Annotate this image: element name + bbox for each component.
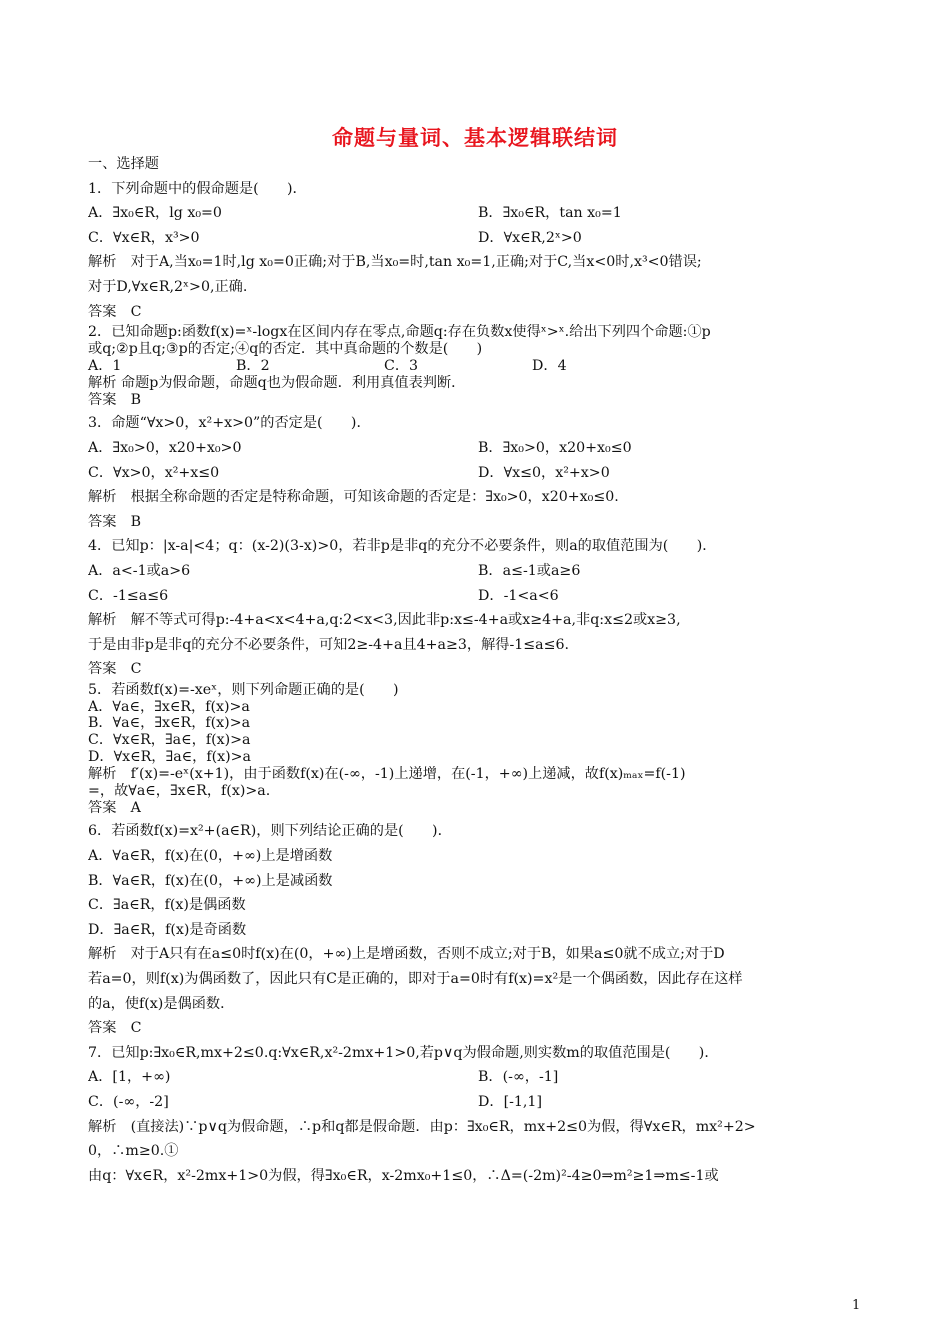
- analysis-text: 若a=0，则f(x)为偶函数了，因此只有C是正确的，即对于a=0时有f(x)=x²是一个偶函数，因此存在这样: [88, 971, 743, 988]
- analysis-text: 解析 f′(x)=-eˣ(x+1)，由于函数f(x)在(-∞，-1)上递增，在(-1，+∞)上递减，故f(x)ₘₐₓ=f(-1): [88, 765, 686, 782]
- answer-text: 答案 C: [88, 303, 142, 320]
- option-c: C．3: [384, 357, 419, 374]
- question-4-stem: 4．已知p：|x-a|<4；q：(x-2)(3-x)>0，若非p是非q的充分不必要条件，则a的取值范围为( )．: [88, 538, 717, 555]
- question-3-stem: 3．命题“∀x>0，x²+x>0”的否定是( )．: [88, 415, 371, 432]
- analysis-text: 于是由非p是非q的充分不必要条件，可知2≥-4+a且4+a≥3，解得-1≤a≤6.: [88, 636, 570, 653]
- option-d: D．-1<a<6: [478, 587, 559, 604]
- option-d: D．∀x∈R,2ˣ>0: [478, 229, 582, 246]
- option-c: C．(-∞，-2]: [88, 1093, 169, 1110]
- analysis-text: 的a，使f(x)是偶函数．: [88, 995, 235, 1012]
- question-3-options-ab: [88, 436, 868, 461]
- option-b: B．(-∞，-1]: [478, 1069, 559, 1086]
- section-heading: 一、选择题: [88, 156, 159, 172]
- option-a: A．∀a∈，∃x∈R，f(x)>a: [88, 698, 250, 715]
- document-title: 命题与量词、基本逻辑联结词: [332, 125, 618, 150]
- option-b: B．∀a∈，∃x∈R，f(x)>a: [88, 715, 251, 732]
- question-7-options-ab: [88, 1065, 868, 1090]
- answer-text: 答案 B: [88, 392, 141, 409]
- analysis-text: 由q：∀x∈R，x²-2mx+1>0为假，得∃x₀∈R，x-2mx₀+1≤0，∴Δ=(-2m)²-4≥0⇒m²≥1⇒m≤-1或: [88, 1167, 719, 1184]
- option-b: B．2: [236, 357, 270, 374]
- option-a: A．∀a∈R，f(x)在(0，+∞)上是增函数: [88, 848, 333, 865]
- question-3-options-cd: [88, 461, 868, 486]
- question-6-stem: 6．若函数f(x)=x²+(a∈R)，则下列结论正确的是( )．: [88, 823, 452, 840]
- question-5-stem: 5．若函数f(x)=-xeˣ，则下列命题正确的是( ): [88, 681, 399, 698]
- document-body: [88, 152, 868, 1188]
- analysis-text: 解析 命题p为假命题，命题q也为假命题．利用真值表判断．: [88, 374, 466, 391]
- option-c: C．∀x∈R，∃a∈，f(x)>a: [88, 732, 251, 749]
- option-b: B．a≤-1或a≥6: [478, 562, 581, 579]
- question-1-stem: 1．下列命题中的假命题是( )．: [88, 180, 307, 197]
- analysis-text: 0，∴m≥0.①: [88, 1143, 179, 1160]
- option-a: A．∃x₀>0，x20+x₀>0: [88, 439, 242, 456]
- option-a: A．1: [88, 357, 122, 374]
- option-d: D．4: [532, 357, 567, 374]
- option-b: B．∀a∈R，f(x)在(0，+∞)上是减函数: [88, 872, 333, 889]
- question-2-stem: 或q;②p且q;③p的否定;④q的否定．其中真命题的个数是( ): [88, 340, 483, 357]
- option-c: C．∀x>0，x²+x≤0: [88, 464, 220, 481]
- option-d: D．∀x≤0，x²+x>0: [478, 464, 610, 481]
- option-d: D．∃a∈R，f(x)是奇函数: [88, 921, 247, 938]
- page-number: 1: [852, 1298, 861, 1313]
- question-7-stem: 7．已知p:∃x₀∈R,mx+2≤0.q:∀x∈R,x²-2mx+1>0,若p∨q为假命题,则实数m的取值范围是( )．: [88, 1044, 719, 1061]
- question-1-options-ab: [88, 201, 868, 226]
- question-2-options: [88, 358, 868, 375]
- question-1-options-cd: [88, 226, 868, 251]
- analysis-text: 解析 解不等式可得p:-4+a<x<4+a,q:2<x<3,因此非p:x≤-4+a或x≥4+a,非q:x≤2或x≥3,: [88, 612, 681, 629]
- analysis-text: 解析 根据全称命题的否定是特称命题，可知该命题的否定是：∃x₀>0，x20+x₀≤0.: [88, 489, 619, 506]
- question-7-options-cd: [88, 1090, 868, 1115]
- analysis-text: =，故∀a∈，∃x∈R，f(x)>a.: [88, 782, 271, 799]
- option-b: B．∃x₀>0，x20+x₀≤0: [478, 439, 632, 456]
- option-c: C．∀x∈R，x³>0: [88, 229, 200, 246]
- answer-text: 答案 A: [88, 800, 141, 817]
- answer-text: 答案 C: [88, 1020, 142, 1037]
- option-d: D．[-1,1]: [478, 1093, 542, 1110]
- question-4-options-ab: [88, 559, 868, 584]
- answer-text: 答案 B: [88, 513, 141, 530]
- analysis-text: 解析 对于A只有在a≤0时f(x)在(0，+∞)上是增函数，否则不成立;对于B，如果a≤0就不成立;对于D: [88, 946, 725, 963]
- option-c: C．∃a∈R，f(x)是偶函数: [88, 897, 246, 914]
- answer-text: 答案 C: [88, 661, 142, 678]
- option-a: A．∃x₀∈R，lg x₀=0: [88, 205, 222, 222]
- option-a: A．[1，+∞): [88, 1069, 171, 1086]
- option-c: C．-1≤a≤6: [88, 587, 169, 604]
- question-2-stem: 2．已知命题p:函数f(x)=ˣ-logx在区间内存在零点,命题q:存在负数x使得ˣ>ˣ.给出下列四个命题:①p: [88, 324, 711, 341]
- option-b: B．∃x₀∈R，tan x₀=1: [478, 205, 622, 222]
- question-4-options-cd: [88, 584, 868, 609]
- option-d: D．∀x∈R，∃a∈，f(x)>a: [88, 749, 252, 766]
- analysis-text: 对于D,∀x∈R,2ˣ>0,正确.: [88, 278, 248, 295]
- option-a: A．a<-1或a>6: [88, 562, 191, 579]
- analysis-text: 解析 对于A,当x₀=1时,lg x₀=0正确;对于B,当x₀=时,tan x₀=1,正确;对于C,当x<0时,x³<0错误;: [88, 254, 702, 271]
- analysis-text: 解析 (直接法)∵p∨q为假命题，∴p和q都是假命题．由p：∃x₀∈R，mx+2≤0为假，得∀x∈R，mx²+2>: [88, 1118, 756, 1135]
